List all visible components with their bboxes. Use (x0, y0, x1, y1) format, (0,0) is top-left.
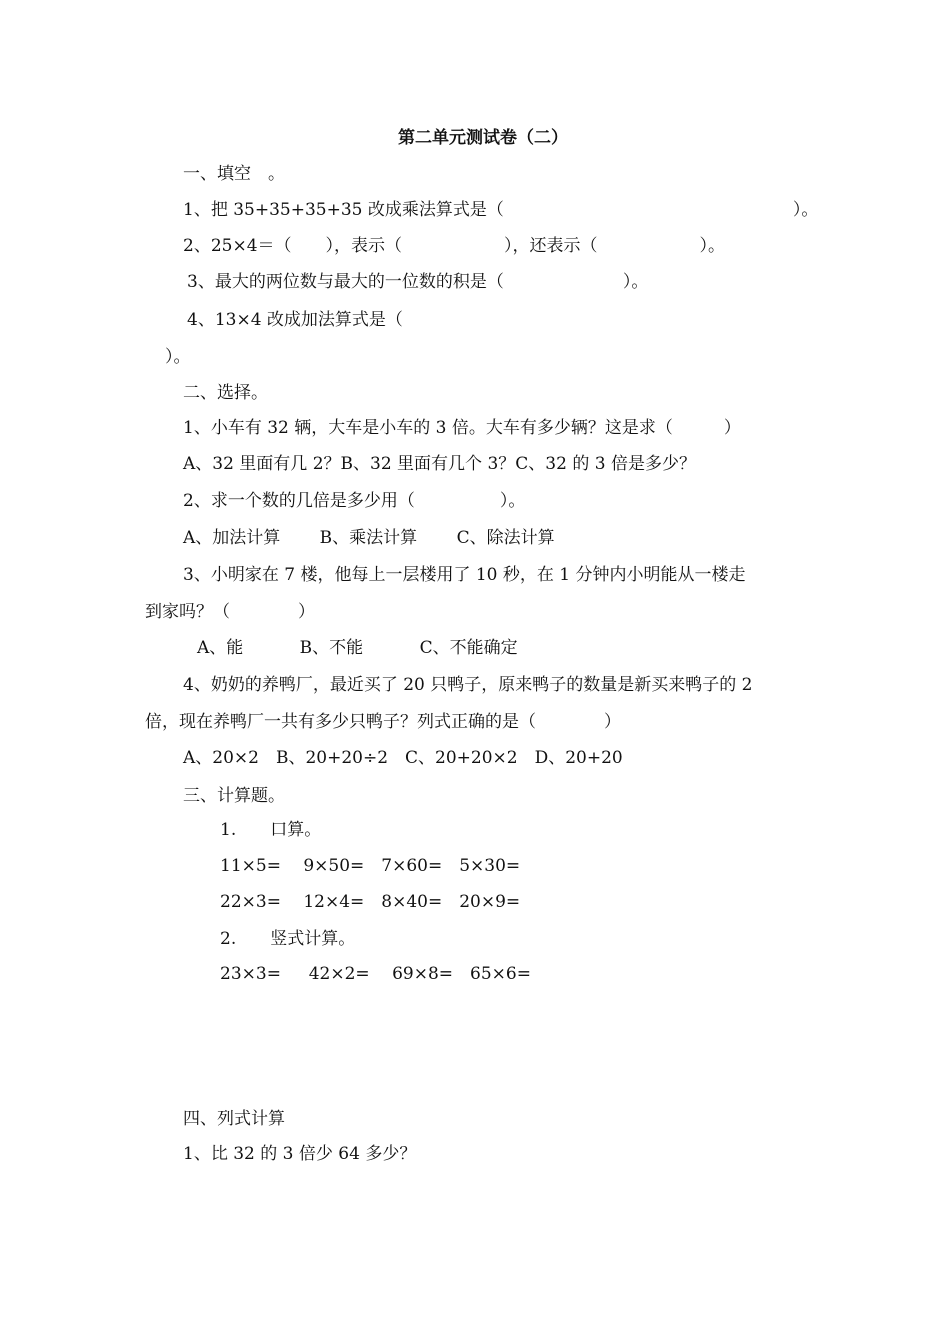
s4-question-1: 1、比 32 的 3 倍少 64 多少？ (183, 1144, 417, 1164)
s2-question-4-cont: 倍，现在养鸭厂一共有多少只鸭子？列式正确的是（ ） (145, 712, 621, 732)
s1-question-1: 1、把 35+35+35+35 改成乘法算式是（ ）。 (183, 200, 819, 220)
s1-question-4: 4、13×4 改成加法算式是（ (187, 310, 403, 330)
s1-question-2: 2、25×4＝（ ），表示（ ），还表示（ ）。 (183, 236, 726, 256)
s3-vertical-row: 23×3= 42×2= 69×8= 65×6= (220, 964, 531, 984)
section-3-heading: 三、计算题。 (183, 786, 285, 806)
s3-oral-row-1: 11×5= 9×50= 7×60= 5×30= (220, 856, 521, 876)
s2-question-1: 1、小车有 32 辆，大车是小车的 3 倍。大车有多少辆？这是求（ ） (183, 418, 741, 438)
s2-question-3: 3、小明家在 7 楼，他每上一层楼用了 10 秒，在 1 分钟内小明能从一楼走 (183, 565, 746, 585)
s1-question-3: 3、最大的两位数与最大的一位数的积是（ ）。 (187, 272, 649, 292)
s2-question-4: 4、奶奶的养鸭厂，最近买了 20 只鸭子，原来鸭子的数量是新买来鸭子的 2 (183, 675, 753, 695)
section-4-heading: 四、列式计算 (183, 1109, 285, 1129)
s2-question-2-options: A、加法计算 B、乘法计算 C、除法计算 (183, 528, 555, 548)
s1-question-4-close: ）。 (165, 347, 191, 367)
page-title: 第二单元测试卷（二） (398, 128, 568, 148)
s2-question-2: 2、求一个数的几倍是多少用（ ）。 (183, 491, 526, 511)
section-1-heading: 一、填空 。 (183, 164, 285, 184)
section-2-heading: 二、选择。 (183, 383, 268, 403)
s2-question-3-cont: 到家吗？（ ） (145, 602, 315, 622)
s2-question-4-options: A、20×2 B、20+20÷2 C、20+20×2 D、20+20 (183, 748, 623, 768)
s3-oral-row-2: 22×3= 12×4= 8×40= 20×9= (220, 892, 521, 912)
s2-question-3-options: A、能 B、不能 C、不能确定 (197, 638, 518, 658)
s3-sub-2: 2. 竖式计算。 (220, 929, 356, 949)
s2-question-1-options: A、32 里面有几 2？B、32 里面有几个 3？C、32 的 3 倍是多少？ (183, 454, 696, 474)
s3-sub-1: 1. 口算。 (220, 820, 322, 840)
